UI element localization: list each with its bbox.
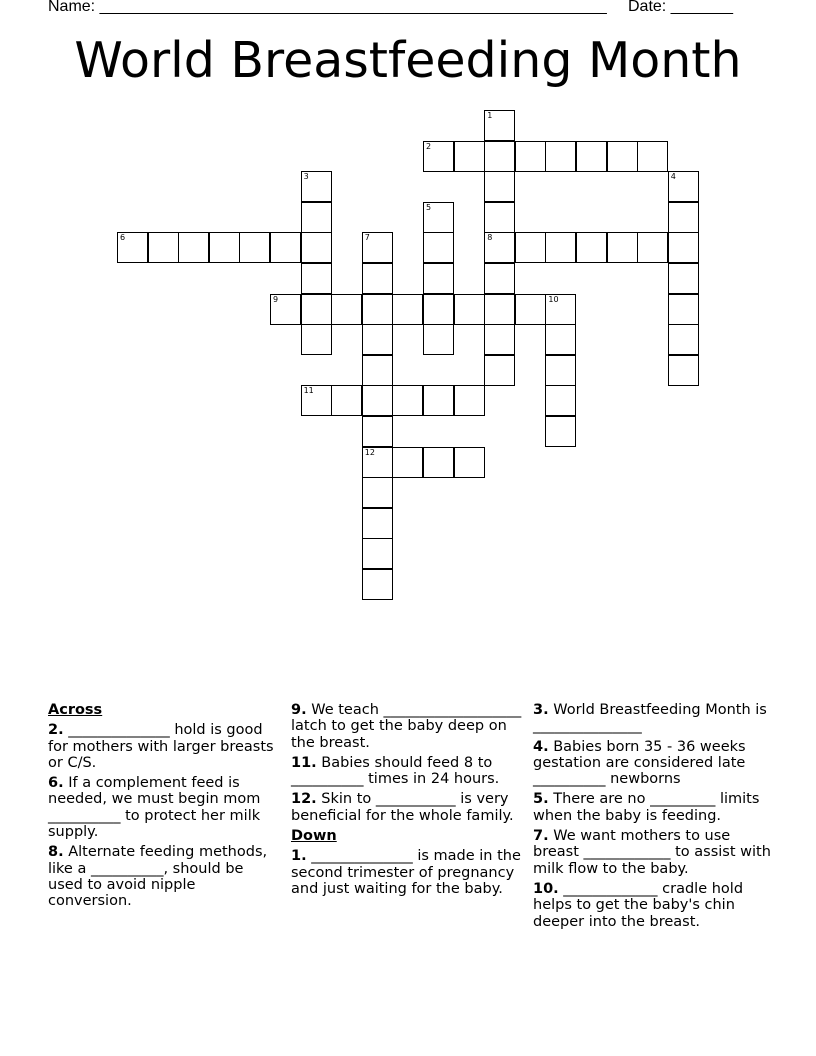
clue-text: Alternate feeding methods, like a __________, should be used to avoid nipple conversion. (48, 844, 268, 910)
clue-number: 9. (291, 702, 307, 718)
clue-across-8 (48, 844, 280, 909)
crossword-cell (423, 447, 454, 478)
crossword-cell (668, 324, 699, 355)
crossword-cell (301, 202, 332, 233)
clue-text: If a complement feed is needed, we must begin mom __________ to protect her milk supply. (48, 775, 261, 841)
crossword-cell (545, 141, 576, 172)
clue-number: 3. (533, 702, 549, 718)
crossword-cell (423, 294, 454, 325)
clue-across-9 (291, 702, 527, 751)
crossword-cell (178, 232, 209, 263)
clue-number: 12. (291, 791, 317, 808)
cell-number: 3 (303, 172, 309, 182)
clue-number: 1. (291, 848, 307, 865)
cell-number: 10 (548, 294, 559, 304)
cell-number: 12 (364, 447, 375, 457)
crossword-cell (576, 141, 607, 172)
crossword-cell (484, 141, 515, 172)
name-field-line: Name: _________________________________________________________ (48, 0, 607, 15)
crossword-cell (545, 232, 576, 263)
crossword-cell (362, 538, 393, 569)
clues-column-1 (48, 702, 280, 914)
crossword-cell (148, 232, 179, 263)
crossword-cell (270, 232, 301, 263)
clue-across-2 (48, 722, 280, 771)
crossword-cell (331, 294, 362, 325)
clue-text: There are no _________ limits when the baby is feeding. (533, 791, 760, 824)
crossword-cell (484, 232, 515, 263)
clue-text: We want mothers to use breast ____________ to assist with milk flow to the baby. (533, 828, 771, 877)
crossword-cell (362, 477, 393, 508)
cell-number: 1 (487, 111, 493, 120)
crossword-cell (423, 202, 454, 233)
cell-number: 5 (426, 202, 432, 212)
crossword-cell (545, 416, 576, 447)
clue-across-11 (291, 755, 527, 788)
crossword-cell (454, 141, 485, 172)
crossword-cell (668, 232, 699, 263)
crossword-cell (484, 263, 515, 294)
crossword-cell (362, 508, 393, 539)
crossword-cell (423, 232, 454, 263)
crossword-cell (362, 569, 393, 600)
crossword-cell (362, 324, 393, 355)
crossword-cell (515, 141, 546, 172)
clue-text: We teach ___________________ latch to get the baby deep on the breast. (291, 702, 522, 751)
crossword-cell (362, 385, 393, 416)
clue-text: Skin to ___________ is very beneficial for the whole family. (291, 791, 514, 824)
clue-down-10 (533, 881, 771, 930)
crossword-cell (454, 447, 485, 478)
clue-number: 7. (533, 828, 549, 845)
crossword-cell (301, 263, 332, 294)
crossword-cell (423, 263, 454, 294)
crossword-cell (637, 232, 668, 263)
clue-number: 8. (48, 844, 64, 861)
cell-number: 8 (487, 233, 493, 243)
cell-number: 2 (426, 141, 432, 151)
clue-number: 6. (48, 775, 64, 792)
crossword-cell (362, 263, 393, 294)
crossword-cell (637, 141, 668, 172)
crossword-cell (301, 324, 332, 355)
crossword-cell (668, 294, 699, 325)
crossword-cell (301, 171, 332, 202)
crossword-cell (392, 294, 423, 325)
crossword-cell (270, 294, 301, 325)
clue-down-1 (291, 848, 527, 897)
crossword-cell (484, 355, 515, 386)
clue-number: 5. (533, 791, 549, 808)
crossword-cell (576, 232, 607, 263)
clue-across-12 (291, 791, 527, 824)
clue-text: ______________ is made in the second trimester of pregnancy and just waiting for the baby. (291, 848, 521, 897)
clue-number: 2. (48, 722, 64, 739)
cell-number: 4 (670, 172, 676, 182)
crossword-cell (301, 294, 332, 325)
clue-down-3 (533, 702, 771, 735)
crossword-cell (362, 416, 393, 447)
crossword-cell (668, 202, 699, 233)
cell-number: 11 (303, 386, 314, 396)
crossword-cell (545, 294, 576, 325)
clue-down-5 (533, 791, 771, 824)
crossword-cell (392, 385, 423, 416)
crossword-cell (484, 202, 515, 233)
crossword-cell (301, 385, 332, 416)
crossword-cell (392, 447, 423, 478)
crossword-cell (545, 385, 576, 416)
clue-text: Babies born 35 - 36 weeks gestation are considered late __________ newborns (533, 738, 746, 788)
down-heading: Down (291, 828, 337, 845)
crossword-cell (484, 324, 515, 355)
clues-column-3 (533, 702, 771, 934)
crossword-cell (117, 232, 148, 263)
crossword-cell (331, 385, 362, 416)
clue-down-7 (533, 828, 771, 877)
crossword-cell (515, 294, 546, 325)
crossword-cell (362, 447, 393, 478)
crossword-cell (607, 232, 638, 263)
crossword-cell (484, 171, 515, 202)
cell-number: 6 (120, 233, 126, 243)
crossword-cell (454, 294, 485, 325)
crossword-cell (423, 141, 454, 172)
crossword-cell (209, 232, 240, 263)
crossword-cell (362, 294, 393, 325)
cell-number: 9 (273, 294, 279, 304)
crossword-cell (668, 171, 699, 202)
crossword-cell (362, 232, 393, 263)
clue-text: World Breastfeeding Month is _______________ (533, 702, 767, 735)
crossword-cell (484, 110, 515, 141)
crossword-cell (454, 385, 485, 416)
crossword-cell (668, 355, 699, 386)
clue-text: Babies should feed 8 to __________ times in 24 hours. (291, 754, 500, 788)
crossword-cell (515, 232, 546, 263)
crossword-cell (239, 232, 270, 263)
clue-text: ______________ hold is good for mothers with larger breasts or C/S. (48, 722, 274, 771)
crossword-cell (362, 355, 393, 386)
clue-number: 11. (291, 754, 317, 771)
crossword-cell (668, 263, 699, 294)
date-field-line: Date: _______ (628, 0, 733, 15)
clue-number: 10. (533, 880, 559, 897)
across-heading: Across (48, 702, 103, 718)
clue-number: 4. (533, 738, 549, 755)
crossword-cell (607, 141, 638, 172)
clues-column-2 (291, 702, 527, 901)
crossword-cell (545, 324, 576, 355)
crossword-cell (545, 355, 576, 386)
crossword-cell (301, 232, 332, 263)
crossword-cell (423, 385, 454, 416)
clue-across-6 (48, 775, 280, 840)
cell-number: 7 (364, 233, 370, 243)
puzzle-title: World Breastfeeding Month (74, 32, 742, 89)
crossword-cell (484, 294, 515, 325)
crossword-cell (423, 324, 454, 355)
clue-down-4 (533, 739, 771, 788)
clue-text: _____________ cradle hold helps to get the baby's chin deeper into the breast. (533, 880, 744, 930)
